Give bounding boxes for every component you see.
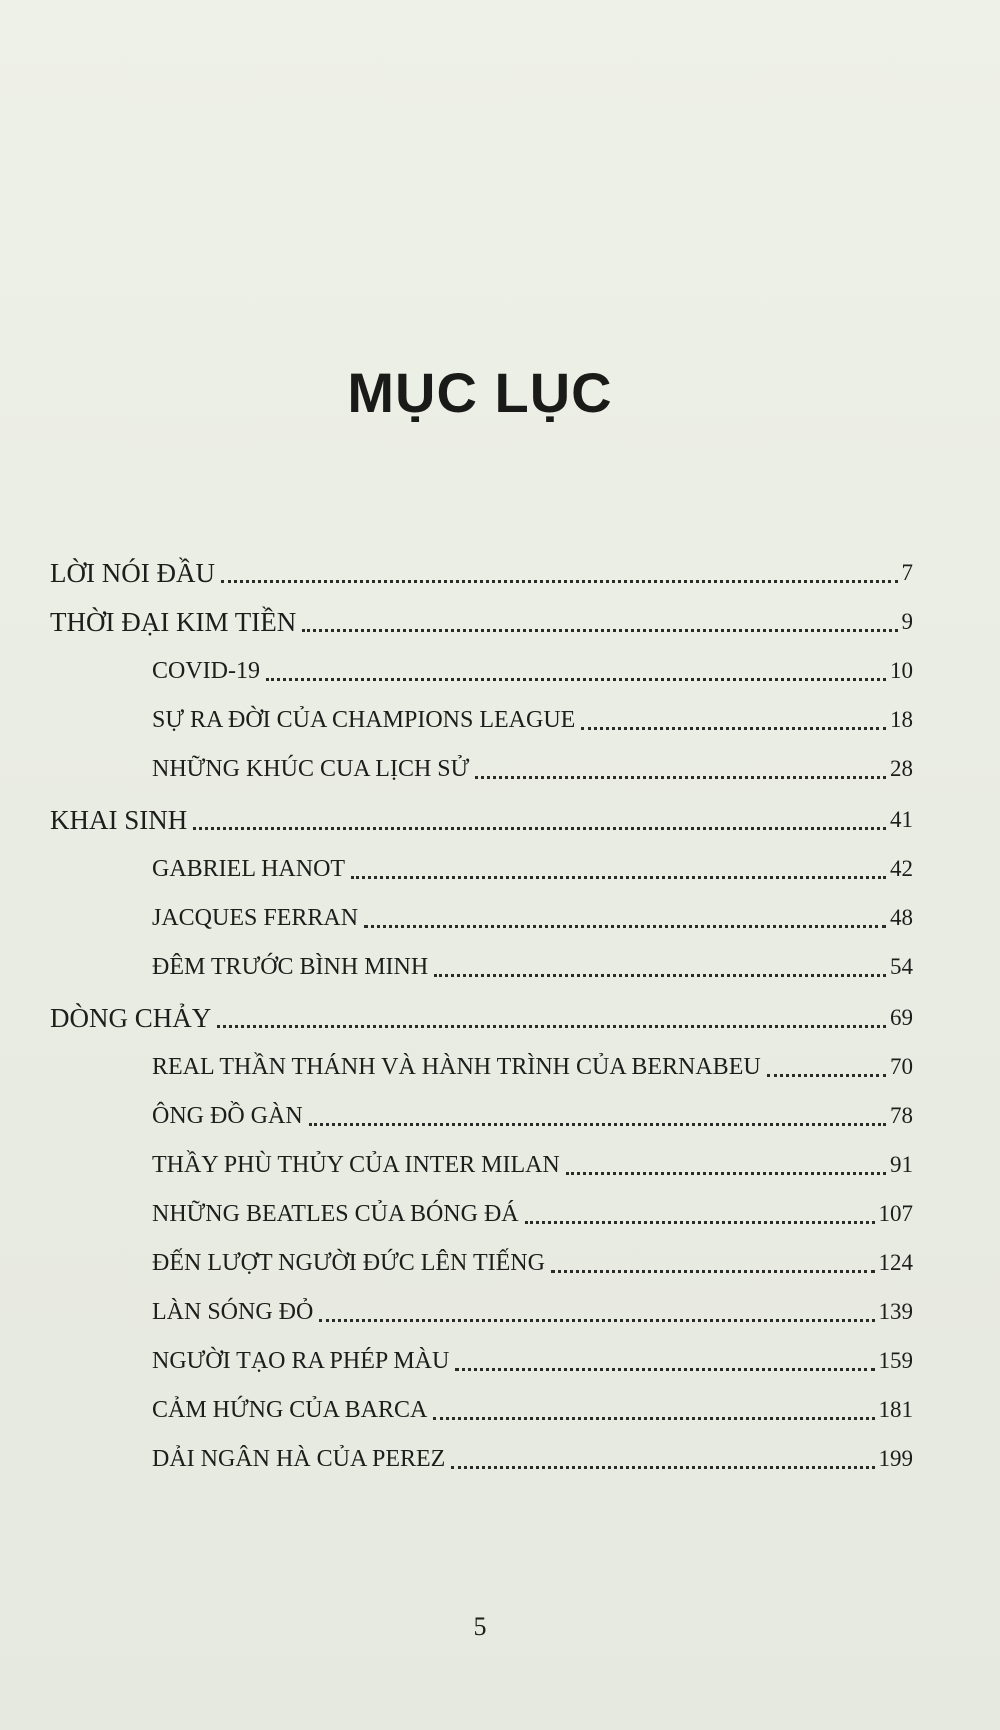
toc-leader-dots [551, 1270, 875, 1273]
toc-subentry [152, 898, 913, 938]
toc-subentry [152, 700, 913, 740]
toc-subentry [152, 1292, 913, 1332]
toc-entry-label: DẢI NGÂN HÀ CỦA PEREZ [152, 1446, 446, 1472]
toc-leader-dots [319, 1319, 874, 1322]
toc-leader-dots [451, 1466, 874, 1469]
toc-entry-page: 91 [890, 1152, 913, 1177]
toc-entry-label: NHỮNG KHÚC CUA LỊCH SỬ [152, 756, 470, 782]
toc-entry [50, 553, 913, 593]
toc-entry-page: 78 [890, 1103, 913, 1128]
toc-leader-dots [351, 876, 886, 879]
toc-entry [50, 602, 913, 642]
toc-entry-label: LÀN SÓNG ĐỎ [152, 1299, 314, 1325]
toc-subentry [152, 1439, 913, 1479]
toc-entry-page: 139 [878, 1299, 913, 1324]
toc-entry-page: 107 [878, 1201, 913, 1226]
toc-entry-label: ĐÊM TRƯỚC BÌNH MINH [152, 954, 429, 980]
toc-leader-dots [767, 1074, 886, 1077]
toc-entry-label: COVID-19 [152, 658, 260, 684]
toc-entry-page: 54 [890, 954, 913, 979]
toc-subentry [152, 651, 913, 691]
toc-entry-label: LỜI NÓI ĐẦU [50, 558, 215, 588]
toc-leader-dots [217, 1025, 886, 1028]
toc-entry-label: ĐẾN LƯỢT NGƯỜI ĐỨC LÊN TIẾNG [152, 1250, 545, 1276]
toc-entry-page: 28 [890, 756, 913, 781]
toc-leader-dots [433, 1417, 874, 1420]
toc-leader-dots [475, 776, 886, 779]
toc-entry-page: 18 [890, 707, 913, 732]
toc-entry-label: THẦY PHÙ THỦY CỦA INTER MILAN [152, 1152, 560, 1178]
toc-entry [50, 800, 913, 840]
toc-leader-dots [266, 678, 886, 681]
toc-leader-dots [221, 580, 898, 583]
toc-entry-page: 70 [890, 1054, 913, 1079]
toc-subentry [152, 1145, 913, 1185]
toc-leader-dots [525, 1221, 875, 1224]
toc-entry-page: 199 [878, 1446, 913, 1471]
toc-entry-label: NGƯỜI TẠO RA PHÉP MÀU [152, 1348, 450, 1374]
toc-subentry [152, 1047, 913, 1087]
toc-subentry [152, 749, 913, 789]
toc-leader-dots [434, 974, 886, 977]
toc-entry-label: THỜI ĐẠI KIM TIỀN [50, 607, 297, 637]
toc-entry-label: SỰ RA ĐỜI CỦA CHAMPIONS LEAGUE [152, 707, 576, 733]
toc-subentry [152, 1096, 913, 1136]
toc-subentry [152, 947, 913, 987]
toc-subentry [152, 1341, 913, 1381]
toc-leader-dots [364, 925, 886, 928]
toc-subentry [152, 849, 913, 889]
toc-entry-page: 181 [878, 1397, 913, 1422]
toc-leader-dots [193, 827, 886, 830]
toc-entry [50, 998, 913, 1038]
toc-leader-dots [581, 727, 886, 730]
page-title: MỤC LỤC [347, 361, 613, 424]
toc-leader-dots [309, 1123, 886, 1126]
toc-entry-label: JACQUES FERRAN [152, 905, 359, 931]
toc-subentry [152, 1194, 913, 1234]
toc-subentry [152, 1243, 913, 1283]
toc-entry-label: CẢM HỨNG CỦA BARCA [152, 1397, 428, 1423]
toc-leader-dots [302, 629, 897, 632]
toc-entry-label: NHỮNG BEATLES CỦA BÓNG ĐÁ [152, 1201, 519, 1227]
toc-entry-label: DÒNG CHẢY [50, 1003, 212, 1033]
toc-entry-page: 41 [890, 807, 913, 832]
toc-entry-label: ÔNG ĐỒ GÀN [152, 1103, 303, 1129]
toc-entry-page: 10 [890, 658, 913, 683]
toc-entry-label: KHAI SINH [50, 805, 188, 835]
toc-entry-page: 9 [901, 609, 913, 634]
toc-entry-label: GABRIEL HANOT [152, 856, 346, 882]
toc-entry-page: 42 [890, 856, 913, 881]
toc-leader-dots [566, 1172, 886, 1175]
toc-entry-label: REAL THẦN THÁNH VÀ HÀNH TRÌNH CỦA BERNABEU [152, 1054, 761, 1080]
toc-leader-dots [455, 1368, 874, 1371]
toc-entry-page: 69 [890, 1005, 913, 1030]
toc-entry-page: 7 [901, 560, 913, 585]
toc-subentry [152, 1390, 913, 1430]
page-number: 5 [473, 1612, 487, 1641]
toc-entry-page: 159 [878, 1348, 913, 1373]
toc-entry-page: 124 [878, 1250, 913, 1275]
toc-entry-page: 48 [890, 905, 913, 930]
